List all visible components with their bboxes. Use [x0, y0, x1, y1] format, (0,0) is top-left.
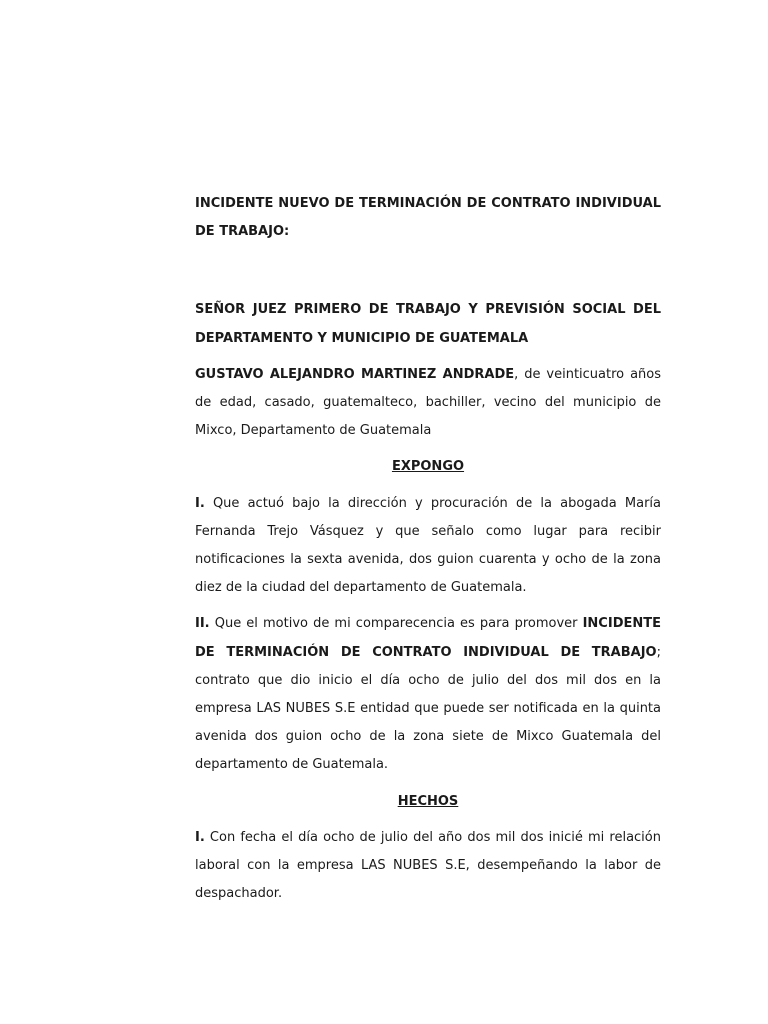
- item-text: Que actuó bajo la dirección y procuración de la abogada María Fernanda Trejo Vásquez y que señalo como lugar para recibir notificaciones la sexta avenida, dos guion cuarenta y ocho de la zona diez de la ciudad del departamento de Guatemala.: [195, 495, 661, 596]
- expongo-item-2: [195, 610, 661, 779]
- item-text-after: ; contrato que dio inicio el día ocho de julio del dos mil dos en la empresa LAS NUBES S.E entidad que puede ser notificada en la quinta avenida dos guion ocho de la zona siete de Mixco Guatemala del departamento de Guatemala.: [195, 644, 661, 773]
- document-page: [195, 190, 661, 908]
- heading-hechos: [195, 788, 661, 816]
- item-marker: I.: [195, 495, 205, 511]
- applicant-name: GUSTAVO ALEJANDRO MARTINEZ ANDRADE: [195, 366, 515, 382]
- hechos-item-1: [195, 824, 661, 909]
- heading-expongo: [195, 453, 661, 481]
- addressee: SEÑOR JUEZ PRIMERO DE TRABAJO Y PREVISIÓN SOCIAL DEL DEPARTAMENTO Y MUNICIPIO DE GUATEMALA: [195, 302, 661, 346]
- item-text: Con fecha el día ocho de julio del año dos mil dos inicié mi relación laboral con la empresa LAS NUBES S.E, desempeñando la labor de despachador.: [195, 829, 661, 902]
- heading-expongo-text: EXPONGO: [391, 459, 465, 475]
- item-marker: I.: [195, 829, 205, 845]
- applicant-paragraph: [195, 361, 661, 446]
- item-marker: II.: [195, 616, 210, 632]
- item-text-before: Que el motivo de mi comparecencia es para promover: [209, 616, 583, 632]
- item-emphasis: INCIDENTE DE TERMINACIÓN DE CONTRATO INDIVIDUAL DE TRABAJO: [195, 616, 661, 660]
- applicant-details: , de veinticuatro años de edad, casado, guatemalteco, bachiller, vecino del municipio de Mixco, Departamento de Guatemala: [195, 366, 661, 439]
- heading-hechos-text: HECHOS: [397, 793, 459, 809]
- expongo-item-1: [195, 490, 661, 603]
- document-title: INCIDENTE NUEVO DE TERMINACIÓN DE CONTRATO INDIVIDUAL DE TRABAJO:: [195, 196, 661, 240]
